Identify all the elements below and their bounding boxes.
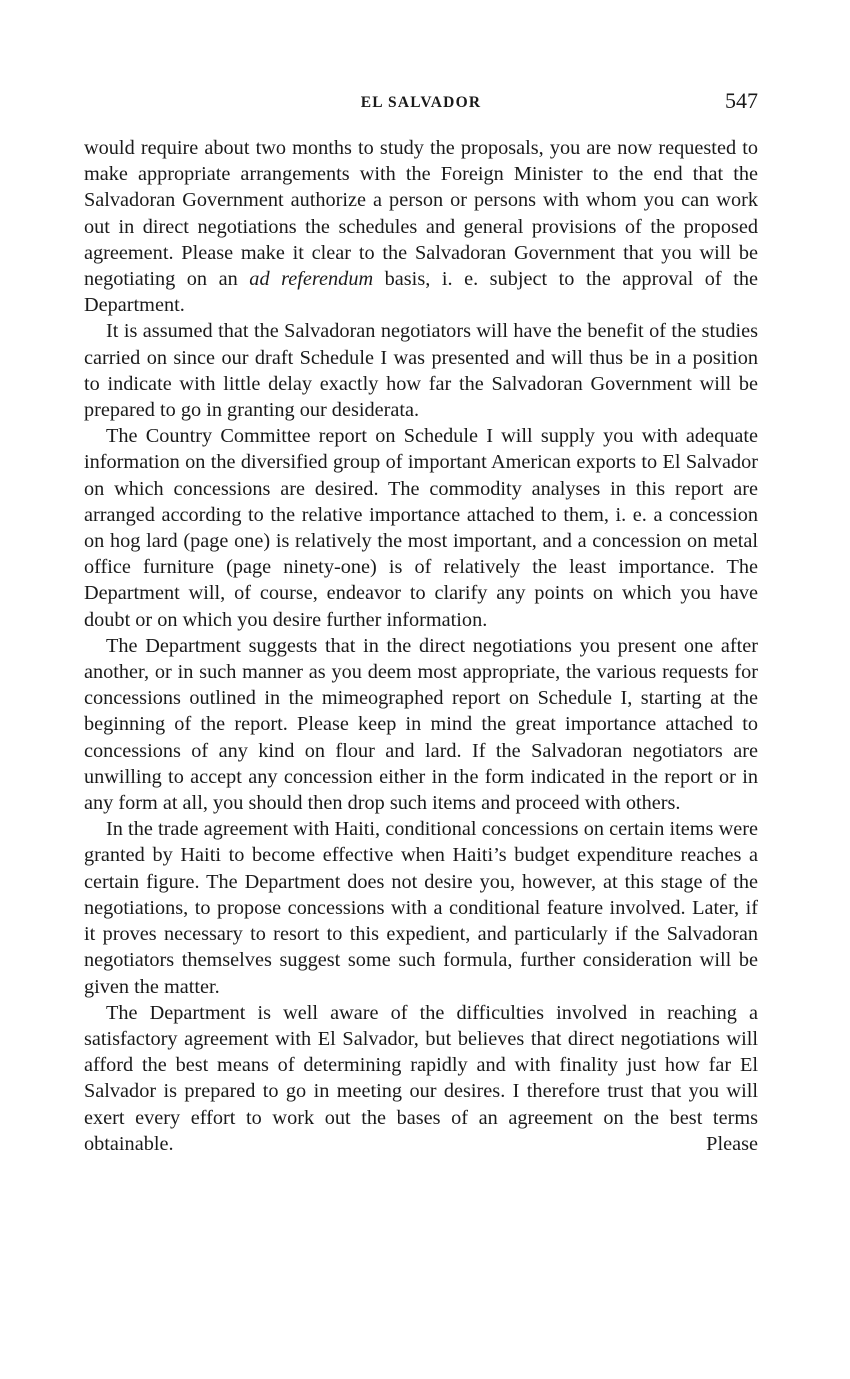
paragraph: The Department suggests that in the direct negotiations you present one after another, or in such manner as you deem most appropriate, the various requests for concessions outlined in the mimeographed report on Schedule I, starting at the beginning of the report. Please keep in mind the great importance attached to concessions of any kind on flour and lard. If the Salvadoran negotiators are unwilling to accept any concession either in the form indicated in the report or in any form at all, you should then drop such items and proceed with others. — [84, 634, 758, 815]
body-text — [84, 135, 758, 1157]
paragraph-text: basis, i. e. subject to the approval of the Department. — [84, 268, 758, 317]
paragraph: In the trade agreement with Haiti, conditional concessions on certain items were granted by Haiti to become effective when Haiti’s budget expenditure reaches a certain figure. The Department does not desire you, however, at this stage of the negotiations, to propose concessions with a conditional feature involved. Later, if it proves necessary to resort to this expedient, and particularly if the Salvadoran negotiators themselves suggest some such formula, further consideration will be given the matter. — [84, 818, 758, 998]
running-title: EL SALVADOR — [360, 94, 482, 111]
paragraph: The Country Committee report on Schedule I will supply you with adequate information on the diversified group of important American exports to El Salvador on which concessions are desired. The commodity analyses in this report are arranged according to the relative importance attached to them, i. e. a concession on hog lard (page one) is relatively the most important, and a concession on metal office furniture (page ninety-one) is of relatively the least importance. The Department will, of course, endeavor to clarify any points on which you have doubt or on which you desire further information. — [84, 425, 758, 631]
paragraph-emphasis: ad referendum — [249, 268, 374, 291]
paragraph: It is assumed that the Salvadoran negotiators will have the benefit of the studies carried on since our draft Schedule I was presented and will thus be in a position to indicate with little delay exactly how far the Salvadoran Government will be prepared to go in granting our desiderata. — [84, 320, 758, 422]
paragraph: The Department is well aware of the difficulties involved in reaching a satisfactory agreement with El Salvador, but believes that direct negotiations will afford the best means of determining rapidly and with finality just how far El Salvador is prepared to go in meeting our desires. I therefore trust that you will exert every effort to work out the bases of an agreement on the best terms obtainable. Please — [84, 1001, 758, 1155]
page-number: 547 — [725, 88, 758, 113]
paragraph-continued — [84, 135, 758, 318]
running-head — [84, 88, 758, 118]
paragraph-text: would require about two months to study the proposals, you are now requested to make appropriate arrangements with the Foreign Minister to the end that the Salvadoran Government authorize a person or persons with whom you can work out in direct negotiations the schedules and general provisions of the proposed agreement. Please make it clear to the Salvadoran Government that you will be negotiating on an — [84, 137, 758, 291]
